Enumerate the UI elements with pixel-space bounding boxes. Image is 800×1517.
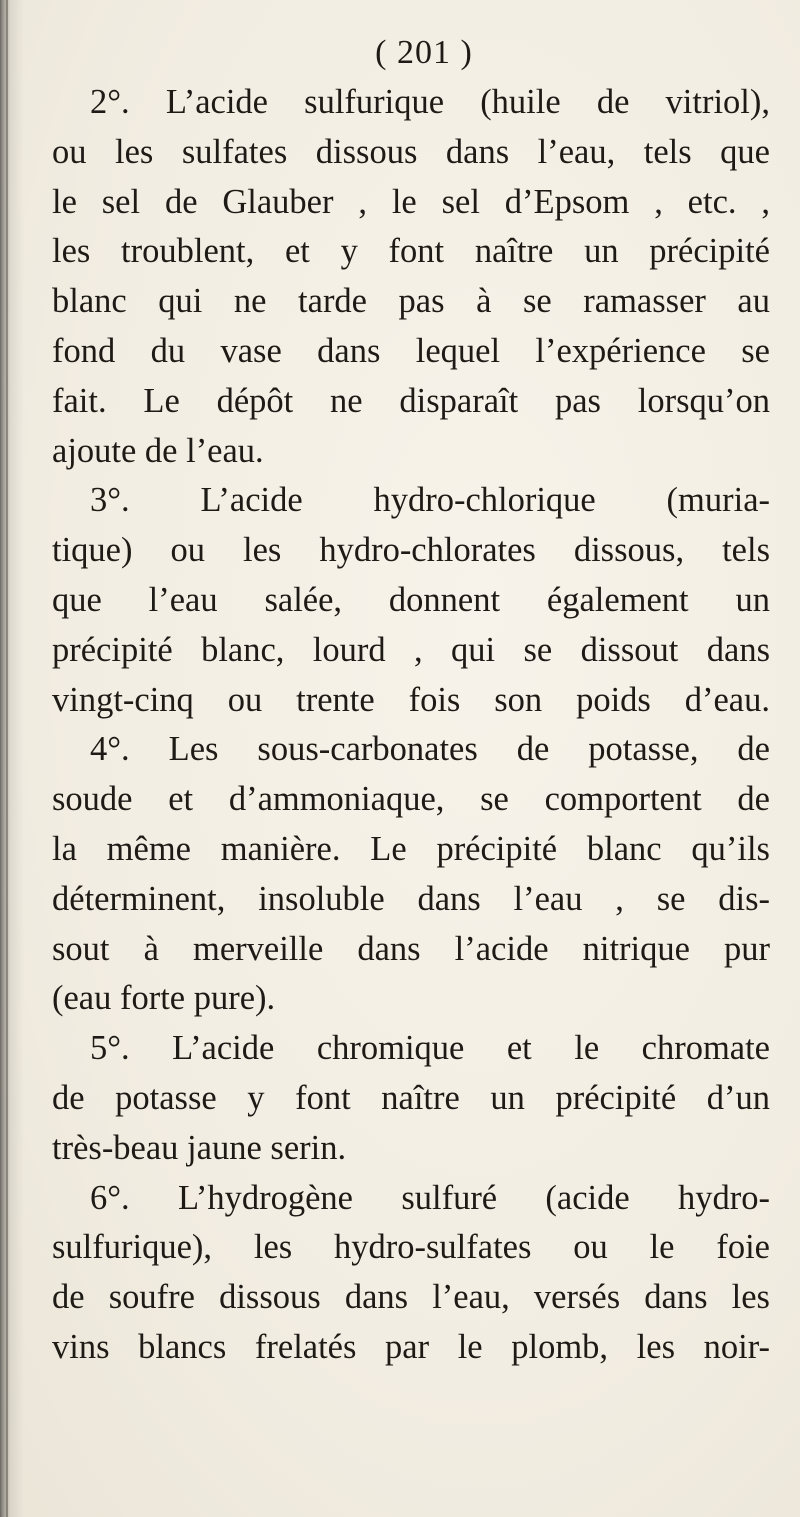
page-number: ( 201 ) xyxy=(375,34,473,71)
text-line: sout à merveille dans l’acide nitrique pur xyxy=(52,929,770,968)
text-line: de potasse y font naître un précipité d’un xyxy=(52,1078,770,1117)
text-line: que l’eau salée, donnent également un xyxy=(52,580,770,619)
text-line: le sel de Glauber , le sel d’Epsom , etc. , xyxy=(52,182,770,221)
text-line: déterminent, insoluble dans l’eau , se dis- xyxy=(52,879,770,918)
body-text xyxy=(52,78,770,1373)
text-line: les troublent, et y font naître un précipité xyxy=(52,232,770,271)
paragraph-first-line: 3°. L’acide hydro-chlorique (muria- xyxy=(90,481,770,520)
binding-gutter xyxy=(6,0,8,1517)
text-line: blanc qui ne tarde pas à se ramasser au xyxy=(52,282,770,321)
text-line: sulfurique), les hydro-sulfates ou le foie xyxy=(52,1228,770,1267)
text-line: tique) ou les hydro-chlorates dissous, tels xyxy=(52,531,770,570)
text-line: fond du vase dans lequel l’expérience se xyxy=(52,331,770,370)
text-line: (eau forte pure). xyxy=(52,979,276,1018)
text-line: ou les sulfates dissous dans l’eau, tels que xyxy=(52,132,770,171)
text-line: vins blancs frelatés par le plomb, les noir- xyxy=(52,1327,770,1366)
text-line: ajoute de l’eau. xyxy=(52,431,264,470)
paragraph-first-line: 4°. Les sous-carbonates de potasse, de xyxy=(90,730,770,769)
text-line: fait. Le dépôt ne disparaît pas lorsqu’on xyxy=(52,381,770,420)
text-line: de soufre dissous dans l’eau, versés dans les xyxy=(52,1278,770,1317)
paragraph-first-line: 5°. L’acide chromique et le chromate xyxy=(90,1029,770,1068)
text-line: très-beau jaune serin. xyxy=(52,1128,347,1167)
text-line: la même manière. Le précipité blanc qu’ils xyxy=(52,829,770,868)
text-line: soude et d’ammoniaque, se comportent de xyxy=(52,780,770,819)
paragraph-first-line: 6°. L’hydrogène sulfuré (acide hydro- xyxy=(90,1178,770,1217)
paragraph-first-line: 2°. L’acide sulfurique (huile de vitriol), xyxy=(90,83,770,121)
text-line: vingt-cinq ou trente fois son poids d’eau. xyxy=(52,680,770,719)
text-line: précipité blanc, lourd , qui se dissout dans xyxy=(52,630,770,669)
